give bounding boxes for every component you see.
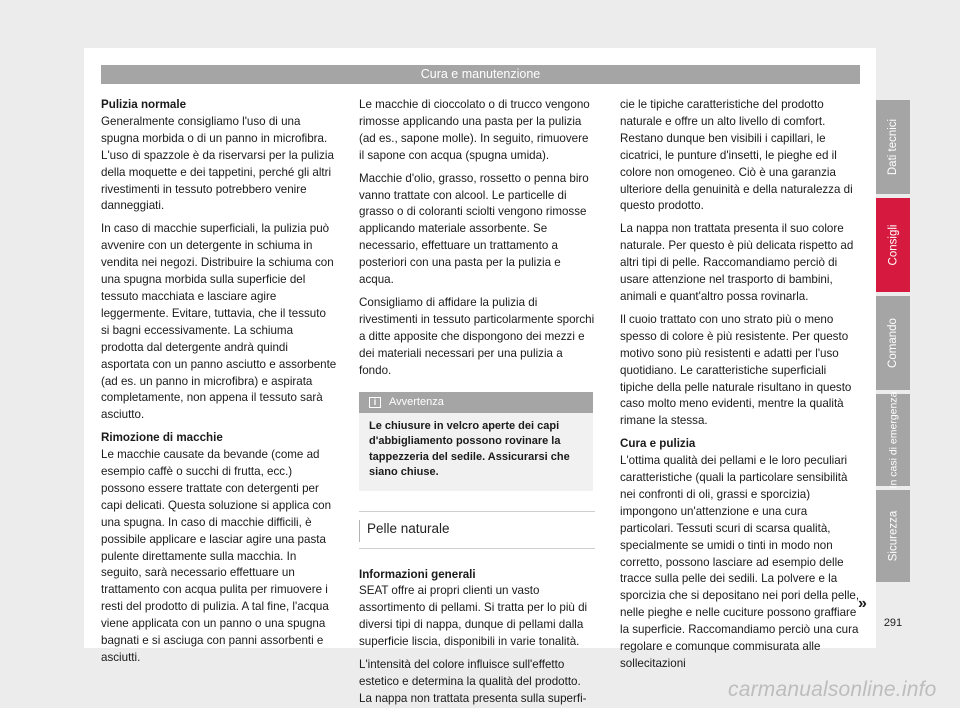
- paragraph: Macchie d'olio, grasso, rossetto o penna biro vanno trattate con alcool. Le particelle di grasso o di coloranti sciolti vengono rimosse applicando materiale assorbente. Se necessario, effettuare un trattamento a posteriori con una pasta per la pulizia e acqua.: [359, 171, 589, 287]
- warning-title: Avvertenza: [389, 395, 444, 408]
- heading-rimozione-macchie: Rimozione di macchie: [101, 431, 223, 445]
- chapter-tabs: [876, 100, 910, 586]
- warning-text: Le chiusure in velcro aperte dei capi d'abbigliamento possono rovinare la tappezzeria del sedile. Assicurarsi che siano chiuse.: [369, 419, 570, 478]
- tab-casi-emergenza[interactable]: In casi di emergenza: [876, 394, 910, 486]
- column-3: [620, 97, 860, 679]
- section-title: Pelle naturale: [359, 511, 595, 549]
- warning-header: [359, 392, 593, 413]
- tab-consigli[interactable]: Consigli: [876, 198, 910, 292]
- page-number: 291: [883, 617, 903, 629]
- paragraph: In caso di macchie superficiali, la pulizia può avvenire con un detergente in schiuma in vendita nei negozi. Distribuire la schiuma con una spugna morbida sulla superficie del tessuto macchiata e lasciare agire leggermente. Evitare, tuttavia, che il tessuto si bagni eccessivamente. La schiuma prodotta dal detergente andrà quindi asportata con un panno asciutto e assorbente (ad es. un panno in microfibra) e aspirata completamente, non appena il tessuto sarà asciutto.: [101, 222, 337, 422]
- paragraph: Consigliamo di affidare la pulizia di rivestimenti in tessuto particolarmente sporchi a ditte apposite che dispongono dei mezzi e dei materiali necessari per una pulizia a fondo.: [359, 295, 595, 377]
- continue-arrow-icon: »: [858, 595, 867, 612]
- watermark: carmanualsonline.info: [728, 678, 937, 701]
- heading-cura-pulizia: Cura e pulizia: [620, 437, 696, 451]
- paragraph: SEAT offre ai propri clienti un vasto assortimento di pellami. Si tratta per lo più di diversi tipi di nappa, dunque di pellami dalla superficie liscia, disponibili in varie tonalità.: [359, 584, 588, 649]
- paragraph: Generalmente consigliamo l'uso di una spugna morbida o di un panno in microfibra. L'uso di spazzole è da riservarsi per la pulizia della moquette e dei tappetini, perché gli altri rivestimenti in tessuto potrebbero venire danneggiati.: [101, 114, 334, 213]
- tab-dati-tecnici[interactable]: Dati tecnici: [876, 100, 910, 194]
- paragraph: L'ottima qualità dei pellami e le loro peculiari caratteristiche (quali la particolare sensibilità nei confronti di oli, grassi e sporcizia) impongono un'attenzione e una cura particolari. Tessuti scuri di scarsa qualità, specialmente se umidi o tinti in modo non corretto, possono lasciare ad esempio delle tracce sulla pelle dei sedili. La polvere e la sporcizia che si depositano nei pori della pelle, nelle pieghe e nelle cuciture possono graffiare la superficie. Raccomandiamo perciò una cura regolare e comunque commisurata alle sollecitazioni: [620, 454, 860, 670]
- heading-informazioni-generali: Informazioni generali: [359, 567, 476, 581]
- paragraph: Le macchie di cioccolato o di trucco vengono rimosse applicando una pasta per la pulizia (ad es., sapone molle). In seguito, rimuovere il sapone con acqua (spugna umida).: [359, 98, 590, 162]
- paragraph: La nappa non trattata presenta il suo colore naturale. Per questo è più delicata rispetto ad altri tipi di pelle. Raccomandiamo perciò di usare attenzione nel trasporto di bambini, animali e quant'altro possa rovinarla.: [620, 222, 854, 303]
- tab-comando[interactable]: Comando: [876, 296, 910, 390]
- paragraph: Il cuoio trattato con uno strato più o meno spesso di colore è più resistente. Per questo motivo sono più resistenti e adatti per l'uso quotidiano. Le caratteristiche superficiali tipiche della pelle naturale risultano in questo caso molto meno evidenti, mentre la qualità rimane la stessa.: [620, 312, 852, 428]
- column-2: [359, 97, 595, 708]
- column-1: [101, 97, 337, 673]
- paragraph: cie le tipiche caratteristiche del prodotto naturale e offre un alto livello di comfort. Restano dunque ben visibili i capillari, le cicatrici, le punture d'insetti, le pieghe ed il colore non omogeneo. Ciò è una garanzia ulteriore della genuinità e della naturalezza di questo prodotto.: [620, 98, 853, 213]
- info-icon: i: [369, 397, 381, 408]
- heading-pulizia-normale: Pulizia normale: [101, 98, 187, 111]
- tab-sicurezza[interactable]: Sicurezza: [876, 490, 910, 582]
- warning-box: [359, 392, 593, 491]
- paragraph: Le macchie causate da bevande (come ad esempio caffè o succhi di frutta, ecc.) possono essere trattate con detergenti per capi delicati. Questa soluzione si applica con una spugna. In caso di macchie difficili, è possibile applicare e lasciar agire una pasta pulente direttamente sulla macchia. In seguito, sarà necessario effettuare un trattamento con acqua pulita per rimuovere i resti del prodotto di pulizia. A tal fine, l'acqua viene applicata con un panno o una spugna bagnati e si asciuga con panni assorbenti e asciutti.: [101, 448, 332, 664]
- page-header: Cura e manutenzione: [101, 65, 860, 84]
- paragraph: L'intensità del colore influisce sull'effetto estetico e determina la qualità del prodotto. La nappa non trattata presenta sulla superfi-: [359, 658, 587, 705]
